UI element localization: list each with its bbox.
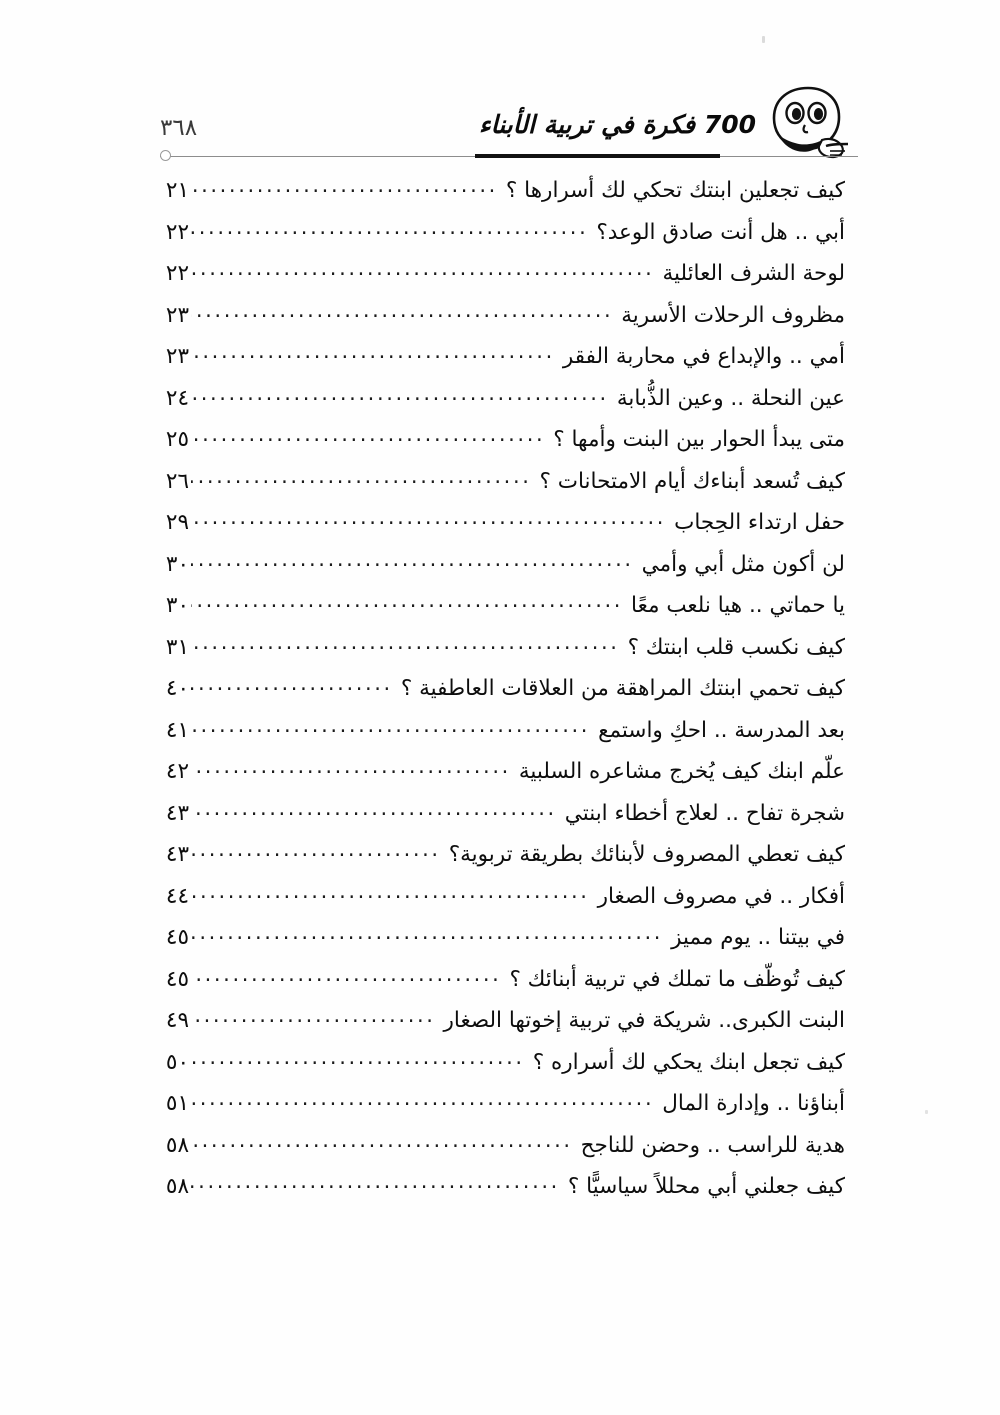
toc-entry-title: في بيتنا .. يوم مميز xyxy=(671,925,845,950)
toc-entry-page-number: ٢١ xyxy=(165,178,189,203)
toc-entry-page-number: ٤٣ xyxy=(165,842,189,867)
toc-entry-title: كيف تُوظّف ما تملك في تربية أبنائك ؟ xyxy=(509,966,845,992)
toc-leader-dots xyxy=(191,970,501,986)
toc-entry-title: علّم ابنك كيف يُخرج مشاعره السلبية xyxy=(518,759,845,784)
toc-leader-dots xyxy=(191,1177,560,1193)
toc-leader-dots xyxy=(191,762,511,778)
header-rule-accent xyxy=(475,154,720,158)
toc-entry-page-number: ٤٠ xyxy=(165,676,189,701)
toc-entry[interactable] xyxy=(155,842,845,884)
toc-entry-title: يا حماتي .. هيا نلعب معًا xyxy=(631,593,845,618)
toc-entry[interactable] xyxy=(155,1050,845,1092)
page-number: ٣٦٨ xyxy=(160,115,198,141)
toc-entry-title: متى يبدأ الحوار بين البنت وأمها ؟ xyxy=(553,427,845,452)
toc-entry[interactable] xyxy=(155,801,845,843)
toc-entry-title: أمي .. والإبداع في محاربة الفقر xyxy=(562,344,845,369)
toc-entry[interactable] xyxy=(155,967,845,1009)
toc-leader-dots xyxy=(191,638,620,654)
toc-entry[interactable] xyxy=(155,261,845,303)
toc-entry-title: كيف تُسعد أبناءك أيام الامتحانات ؟ xyxy=(539,468,845,494)
toc-entry-page-number: ٤٤ xyxy=(165,883,189,909)
toc-entry-title: أبي .. هل أنت صادق الوعد؟ xyxy=(596,219,845,245)
toc-entry[interactable] xyxy=(155,593,845,635)
book-title: 700 فكرة في تربية الأبناء xyxy=(478,110,756,139)
toc-leader-dots xyxy=(191,1094,654,1110)
toc-leader-dots xyxy=(191,430,545,446)
toc-entry[interactable] xyxy=(155,552,845,594)
toc-entry-title: كيف تجعلين ابنتك تحكي لك أسرارها ؟ xyxy=(505,178,845,203)
toc-entry-page-number: ٣٠ xyxy=(165,551,189,577)
toc-entry-title: بعد المدرسة .. احكِ واستمع xyxy=(598,717,845,743)
toc-leader-dots xyxy=(191,845,441,861)
toc-entry-title: كيف جعلني أبي محللاً سياسيًّا ؟ xyxy=(567,1174,845,1199)
toc-entry[interactable] xyxy=(155,884,845,926)
scan-artifact xyxy=(762,36,765,43)
toc-entry-page-number: ٤٩ xyxy=(165,1008,189,1033)
toc-entry-page-number: ٢٣ xyxy=(165,344,189,369)
toc-leader-dots xyxy=(191,887,590,903)
toc-entry-title: لن أكون مثل أبي وأمي xyxy=(641,551,845,577)
toc-leader-dots xyxy=(191,1011,436,1027)
toc-entry-title: شجرة تفاح .. لعلاج أخطاء ابنتي xyxy=(564,800,845,826)
toc-entry-title: أبناؤنا .. وإدارة المال xyxy=(662,1091,845,1116)
toc-entry-page-number: ٢٥ xyxy=(165,427,189,452)
toc-leader-dots xyxy=(191,679,393,695)
toc-entry-page-number: ٥٨ xyxy=(165,1174,189,1199)
toc-leader-dots xyxy=(191,721,590,737)
toc-entry[interactable] xyxy=(155,635,845,677)
toc-entry[interactable] xyxy=(155,1008,845,1050)
toc-entry-title: لوحة الشرف العائلية xyxy=(662,261,845,286)
toc-leader-dots xyxy=(191,928,663,944)
toc-leader-dots xyxy=(191,306,613,322)
toc-entry[interactable] xyxy=(155,759,845,801)
smiley-face-pointing-hand-icon xyxy=(764,84,860,162)
toc-entry[interactable] xyxy=(155,427,845,469)
table-of-contents xyxy=(155,178,845,1216)
toc-entry[interactable] xyxy=(155,1133,845,1175)
toc-entry[interactable] xyxy=(155,344,845,386)
header-rule-endcap xyxy=(160,150,171,161)
toc-entry-page-number: ٣٠ xyxy=(165,593,189,618)
toc-leader-dots xyxy=(191,181,498,197)
toc-entry[interactable] xyxy=(155,220,845,262)
toc-entry-title: كيف تعطي المصروف لأبنائك بطريقة تربوية؟ xyxy=(448,842,845,867)
toc-leader-dots xyxy=(191,347,555,363)
toc-entry-title: البنت الكبرى.. شريكة في تربية إخوتها الصغار xyxy=(443,1008,845,1033)
toc-leader-dots xyxy=(191,596,623,612)
toc-entry-page-number: ٣١ xyxy=(165,634,189,660)
toc-entry[interactable] xyxy=(155,1174,845,1216)
toc-entry[interactable] xyxy=(155,386,845,428)
toc-entry-title: مظروف الرحلات الأسرية xyxy=(621,302,845,328)
toc-entry[interactable] xyxy=(155,676,845,718)
toc-entry-page-number: ٤٣ xyxy=(165,800,189,826)
toc-leader-dots xyxy=(191,389,609,405)
toc-entry-page-number: ٤٥ xyxy=(165,925,189,950)
toc-entry-page-number: ٥٠ xyxy=(165,1049,189,1075)
toc-leader-dots xyxy=(191,472,532,488)
toc-entry[interactable] xyxy=(155,469,845,511)
toc-entry-title: كيف نكسب قلب ابنتك ؟ xyxy=(627,634,845,660)
toc-entry[interactable] xyxy=(155,1091,845,1133)
toc-entry-page-number: ٥٨ xyxy=(165,1132,189,1158)
toc-entry-page-number: ٢٢ xyxy=(165,219,189,245)
toc-entry-page-number: ٤٢ xyxy=(165,759,189,784)
toc-leader-dots xyxy=(191,264,654,280)
toc-entry[interactable] xyxy=(155,178,845,220)
toc-entry[interactable] xyxy=(155,718,845,760)
scan-artifact xyxy=(925,1110,928,1114)
toc-leader-dots xyxy=(191,223,588,239)
toc-entry-page-number: ٢٤ xyxy=(165,385,189,411)
toc-entry[interactable] xyxy=(155,510,845,552)
toc-leader-dots xyxy=(191,1136,573,1152)
toc-leader-dots xyxy=(191,555,634,571)
toc-entry-page-number: ٤٥ xyxy=(165,966,189,992)
toc-entry-page-number: ٢٢ xyxy=(165,261,189,286)
toc-entry-title: حفل ارتداء الحِجاب xyxy=(674,510,845,535)
toc-leader-dots xyxy=(191,1053,525,1069)
toc-entry-title: هدية للراسب .. وحضن للناجح xyxy=(580,1132,845,1158)
toc-entry-page-number: ٥١ xyxy=(165,1091,189,1116)
toc-entry-page-number: ٢٩ xyxy=(165,510,189,535)
toc-entry[interactable] xyxy=(155,303,845,345)
toc-entry-page-number: ٢٣ xyxy=(165,302,189,328)
toc-leader-dots xyxy=(191,513,666,529)
toc-entry-page-number: ٤١ xyxy=(165,717,189,743)
toc-entry-title: عين النحلة .. وعين الذُّبابة xyxy=(616,385,845,411)
toc-entry[interactable] xyxy=(155,925,845,967)
toc-entry-title: أفكار .. في مصروف الصغار xyxy=(597,883,845,909)
toc-entry-title: كيف تحمي ابنتك المراهقة من العلاقات العاطفية ؟ xyxy=(400,676,845,701)
toc-entry-title: كيف تجعل ابنك يحكي لك أسراره ؟ xyxy=(532,1049,845,1075)
page-header xyxy=(160,84,860,164)
toc-entry-page-number: ٢٦ xyxy=(165,468,189,494)
toc-leader-dots xyxy=(191,804,557,820)
